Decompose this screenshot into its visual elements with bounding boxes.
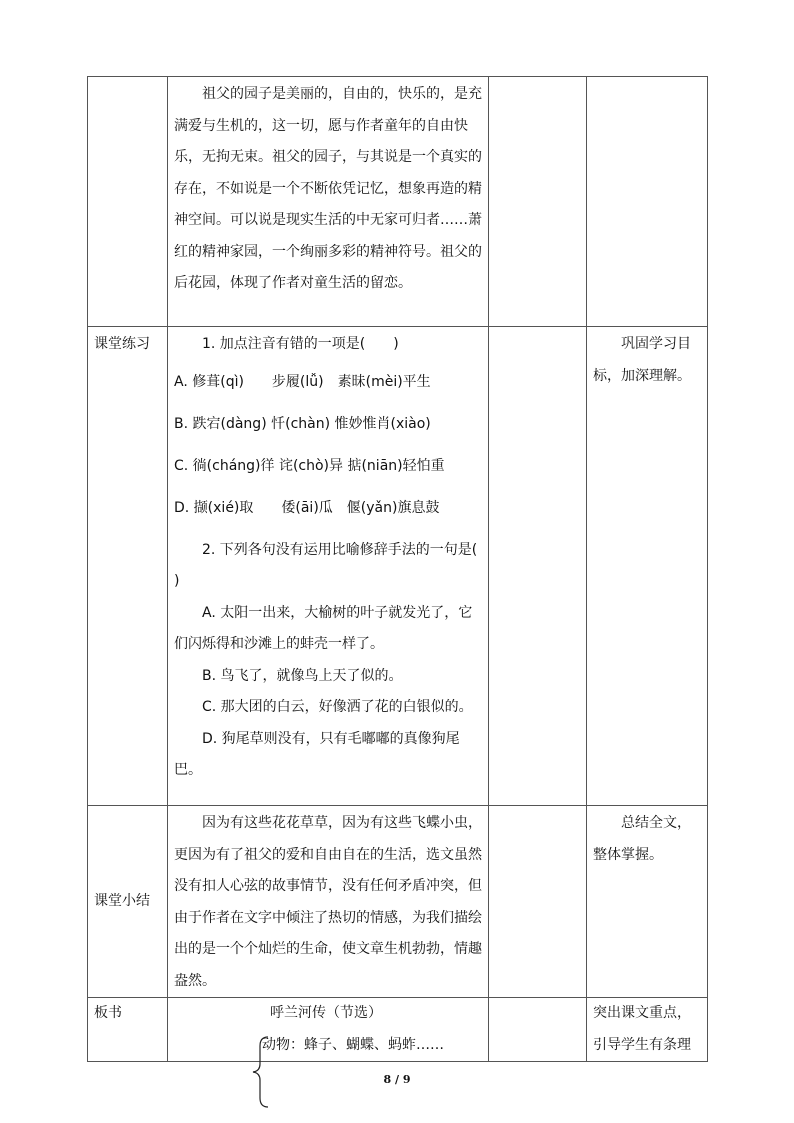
section-label: 课堂小结 xyxy=(88,806,168,998)
q2-option-c: C. 那大团的白云，好像洒了花的白银似的。 xyxy=(202,699,473,715)
section-label: 板书 xyxy=(88,998,168,1062)
empty-cell xyxy=(489,998,587,1062)
table-row xyxy=(88,998,708,1062)
empty-cell xyxy=(489,806,587,998)
design-note: 巩固学习目标，加深理解。 xyxy=(593,336,691,384)
note-cell xyxy=(587,77,708,327)
lesson-plan-table xyxy=(87,76,708,1062)
design-note: 突出课文重点，引导学生有条理 xyxy=(593,1005,691,1053)
table-row xyxy=(88,327,708,806)
summary-paragraph: 因为有这些花花草草，因为有这些飞蝶小虫，更因为有了祖父的爱和自由自在的生活，选文虽然没有扣人心弦的故事情节，没有任何矛盾冲突，但由于作者在文字中倾注了热切的情感，为我们描绘出的是一个个灿烂的生命，使文章生机勃勃，情趣盎然。 xyxy=(174,815,482,989)
board-subline: 动物：蜂子、蝴蝶、蚂蚱…… xyxy=(262,1036,444,1053)
q1-option-d: D. 撷(xié)取 倭(āi)瓜 偃(yǎn)旗息鼓 xyxy=(174,499,440,516)
empty-cell xyxy=(489,77,587,327)
content-cell xyxy=(168,327,520,806)
section-label: 课堂练习 xyxy=(88,327,168,806)
page-number: 8 / 9 xyxy=(383,1073,411,1086)
label-cell xyxy=(88,77,168,327)
note-cell xyxy=(587,806,708,998)
summary-paragraph: 祖父的园子是美丽的，自由的，快乐的，是充满爱与生机的，这一切，愿与作者童年的自由快乐，无拘无束。祖父的园子，与其说是一个真实的存在，不如说是一个不断依凭记忆，想象再造的精神空间。可以说是现实生活的中无家可归者……萧红的精神家园，一个绚丽多彩的精神符号。祖父的后花园，体现了作者对童生活的留恋。 xyxy=(174,86,482,291)
design-note: 总结全文，整体掌握。 xyxy=(593,815,691,863)
table-row xyxy=(88,77,708,327)
board-title: 呼兰河传（节选） xyxy=(270,1005,382,1021)
question-1: 1. 加点注音有错的一项是( ) xyxy=(202,336,399,352)
content-cell xyxy=(168,77,489,327)
q2-option-a: A. 太阳一出来，大榆树的叶子就发光了，它们闪烁得和沙滩上的蚌壳一样了。 xyxy=(174,604,473,652)
brace-icon xyxy=(250,1036,270,1108)
content-cell xyxy=(168,806,489,998)
q1-option-a: A. 修葺(qì) 步履(lǚ) 素昧(mèi)平生 xyxy=(174,373,431,390)
q1-option-b: B. 跌宕(dàng) 忏(chàn) 惟妙惟肖(xiào) xyxy=(174,415,431,432)
empty-cell xyxy=(489,327,587,806)
q1-option-c: C. 徜(cháng)徉 诧(chò)异 掂(niān)轻怕重 xyxy=(174,457,445,474)
question-2: 2. 下列各句没有运用比喻修辞手法的一句是( ) xyxy=(174,541,520,589)
content-cell xyxy=(168,998,489,1062)
q2-option-d: D. 狗尾草则没有，只有毛嘟嘟的真像狗尾巴。 xyxy=(174,730,460,778)
note-cell xyxy=(587,998,708,1062)
table-row xyxy=(88,806,708,998)
q2-option-b: B. 鸟飞了，就像鸟上天了似的。 xyxy=(202,667,403,684)
note-cell xyxy=(587,327,708,806)
